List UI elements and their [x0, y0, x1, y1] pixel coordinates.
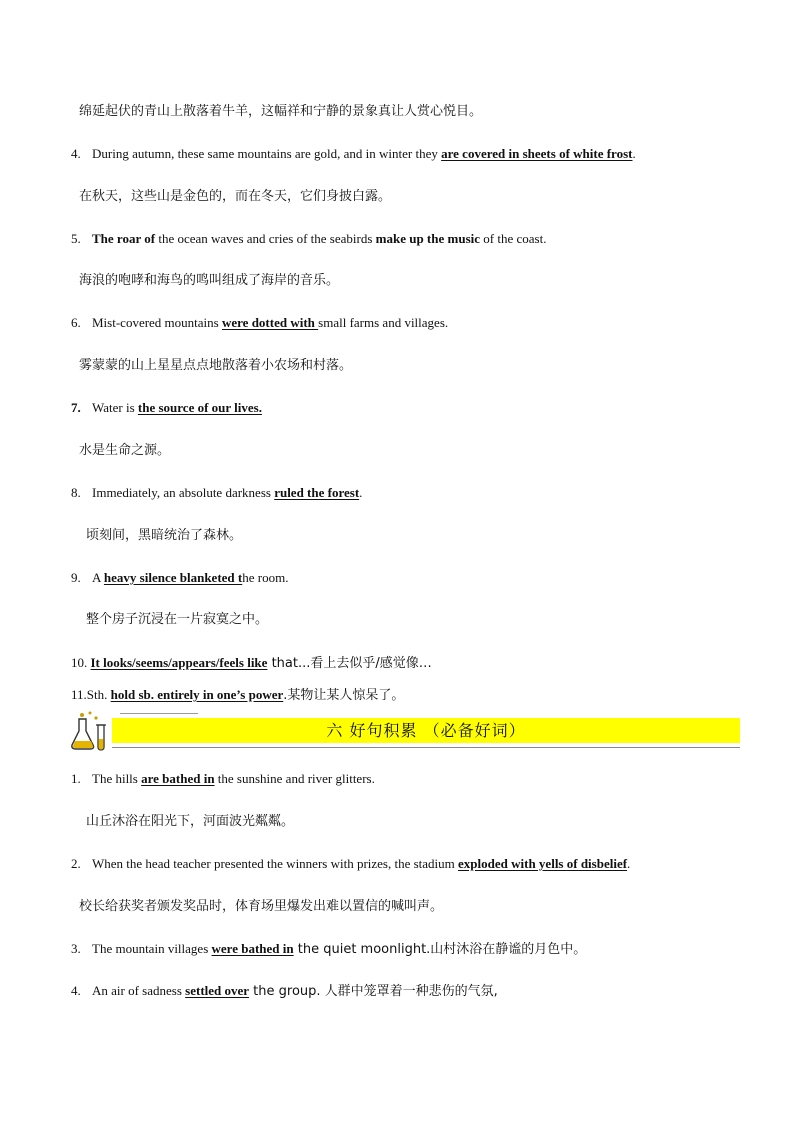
- sentence-5: [71, 230, 546, 248]
- section-title: 六 好句积累 （必备好词）: [326, 721, 526, 740]
- key-phrase: are bathed in: [141, 771, 215, 786]
- sentence-text: small farms and villages.: [318, 315, 449, 330]
- sentence-text: Immediately, an absolute darkness: [92, 485, 275, 500]
- key-phrase: The roar of: [92, 231, 156, 246]
- sentence-9: [71, 569, 288, 587]
- sentence-6: [71, 314, 448, 332]
- sentence-6-translation: 雾蒙蒙的山上星星点点地散落着小农场和村落。: [79, 358, 353, 373]
- sentence-text: Sth.: [86, 687, 111, 702]
- sentence-number: 2.: [71, 856, 81, 871]
- sentence-text: An air of sadness: [92, 983, 186, 998]
- good-sentence-1-translation: 山丘沐浴在阳光下，河面波光粼粼。: [86, 814, 295, 829]
- good-sentence-3: [71, 940, 586, 959]
- banner-top-line: [120, 713, 198, 714]
- sentence-number: 11.: [71, 687, 87, 702]
- sentence-text: the ocean waves and cries of the seabirds: [155, 231, 376, 246]
- sentence-number: 4.: [71, 983, 81, 998]
- sentence-5-translation: 海浪的咆哮和海鸟的鸣叫组成了海岸的音乐。: [79, 273, 340, 288]
- sentence-number: 8.: [71, 485, 81, 500]
- key-phrase: exploded with yells of disbelief: [458, 856, 628, 871]
- sentence-text: .某物让某人惊呆了。: [283, 688, 405, 703]
- sentence-number: 10.: [71, 655, 88, 670]
- key-phrase: make up the music: [375, 231, 481, 246]
- sentence-9-translation: 整个房子沉浸在一片寂寞之中。: [86, 612, 269, 627]
- sentence-text: When the head teacher presented the winners with prizes, the stadium: [92, 856, 459, 871]
- sentence-number: 4.: [71, 146, 81, 161]
- sentence-text: The hills: [92, 771, 142, 786]
- sentence-text: that...看上去似乎/感觉像…: [267, 656, 432, 671]
- key-phrase: were dotted with: [221, 315, 319, 330]
- sentence-7: [71, 399, 262, 417]
- sentence-text: of the coast.: [480, 231, 547, 246]
- sentence-number: 7.: [71, 400, 81, 415]
- sentence-text: .: [632, 146, 636, 161]
- key-phrase: the source of our lives.: [137, 400, 262, 415]
- sentence-text: During autumn, these same mountains are gold, and in winter they: [92, 146, 442, 161]
- sentence-text: .: [359, 485, 363, 500]
- good-sentence-2-translation: 校长给获奖者颁发奖品时，体育场里爆发出难以置信的喊叫声。: [79, 899, 444, 914]
- sentence-text: Mist-covered mountains: [92, 315, 222, 330]
- sentence-text: the quiet moonlight.山村沐浴在静谧的月色中。: [293, 942, 587, 957]
- sentence-text: Water is: [92, 400, 138, 415]
- sentence-11: [71, 686, 404, 705]
- banner-underline: [112, 747, 740, 748]
- sentence-number: 6.: [71, 315, 81, 330]
- good-sentence-4: [71, 982, 498, 1001]
- good-sentence-2: [71, 855, 630, 873]
- sentence-number: 9.: [71, 570, 81, 585]
- sentence-number: 1.: [71, 771, 81, 786]
- sentence-4: [71, 145, 636, 163]
- sentence-8: [71, 484, 362, 502]
- sentence-text: A: [92, 570, 104, 585]
- key-phrase: heavy silence blanketed t: [103, 570, 243, 585]
- key-phrase: It looks/seems/appears/feels like: [90, 655, 268, 670]
- key-phrase: ruled the forest: [274, 485, 360, 500]
- sentence-8-translation: 顷刻间，黑暗统治了森林。: [86, 528, 243, 543]
- sentence-10: [71, 654, 432, 673]
- sentence-text: The mountain villages: [92, 941, 212, 956]
- sentence-7-translation: 水是生命之源。: [79, 443, 171, 458]
- key-phrase: are covered in sheets of white frost: [441, 146, 633, 161]
- sentence-number: 3.: [71, 941, 81, 956]
- sentence-3-translation: 绵延起伏的青山上散落着牛羊，这幅祥和宁静的景象真让人赏心悦目。: [79, 104, 483, 119]
- sentence-text: the sunshine and river glitters.: [214, 771, 375, 786]
- chemistry-flask-icon: [70, 709, 112, 753]
- sentence-4-translation: 在秋天，这些山是金色的，而在冬天，它们身披白露。: [79, 189, 392, 204]
- sentence-text: .: [627, 856, 631, 871]
- section-banner: [70, 709, 740, 753]
- key-phrase: settled over: [185, 983, 250, 998]
- banner-highlight: [112, 718, 740, 743]
- key-phrase: hold sb. entirely in one’s power: [110, 687, 284, 702]
- sentence-text: the group. 人群中笼罩着一种悲伤的气氛,: [249, 984, 498, 999]
- key-phrase: were bathed in: [211, 941, 294, 956]
- sentence-text: he room.: [242, 570, 289, 585]
- good-sentence-1: [71, 770, 375, 788]
- sentence-number: 5.: [71, 231, 81, 246]
